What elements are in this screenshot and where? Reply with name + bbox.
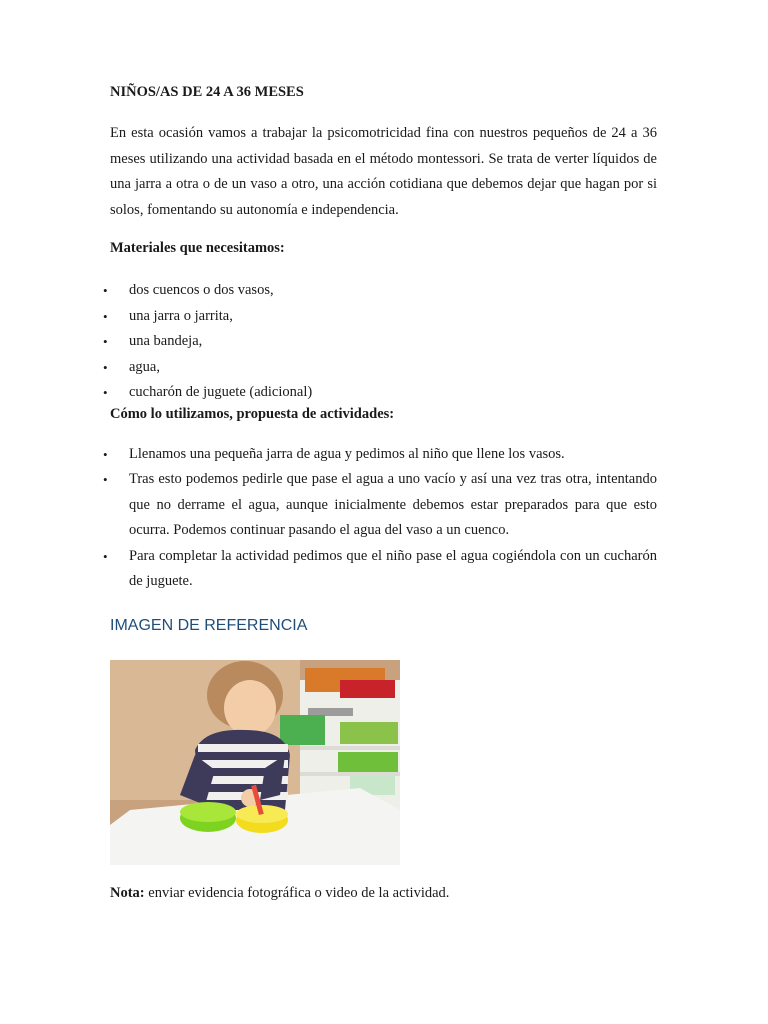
materials-heading: Materiales que necesitamos:: [110, 240, 285, 256]
materials-list: [103, 278, 657, 406]
bullet-icon: •: [103, 283, 108, 298]
note-text: enviar evidencia fotográfica o video de la actividad.: [144, 884, 450, 901]
reference-photo: [110, 660, 400, 865]
list-item: • Llenamos una pequeña jarra de agua y pedimos al niño que llene los vasos.: [110, 442, 657, 468]
list-item: • Tras esto podemos pedirle que pase el agua a uno vacío y así una vez tras otra, intentando que no derrame el agua, aunque inicialmente debemos estar preparados para que esto ocurra. Podemos continuar pasando el agua del vaso a un cuenco.: [110, 467, 657, 544]
activities-heading: Cómo lo utilizamos, propuesta de actividades:: [110, 405, 395, 422]
list-item: • una jarra o jarrita,: [110, 304, 657, 330]
list-item: • dos cuencos o dos vasos,: [110, 278, 657, 304]
list-item: • una bandeja,: [110, 329, 657, 355]
child-pouring-water-illustration: [110, 660, 400, 865]
note-paragraph: [110, 885, 657, 902]
reference-heading: IMAGEN DE REFERENCIA: [110, 616, 308, 634]
document-content: [103, 84, 657, 916]
bullet-icon: •: [103, 446, 108, 462]
note-label: Nota:: [110, 884, 145, 901]
bullet-icon: •: [103, 548, 108, 564]
list-item: • agua,: [110, 355, 657, 381]
list-item: • cucharón de juguete (adicional): [110, 380, 657, 406]
document-title: NIÑOS/AS DE 24 A 36 MESES: [110, 84, 304, 100]
activities-list: [103, 442, 657, 595]
bullet-icon: •: [103, 359, 108, 375]
bullet-icon: •: [103, 472, 108, 487]
list-item: • Para completar la actividad pedimos que el niño pase el agua cogiéndola con un cucharón de juguete.: [110, 544, 657, 595]
intro-paragraph: En esta ocasión vamos a trabajar la psicomotricidad fina con nuestros pequeños de 24 a 36 meses utilizando una actividad basada en el método montessori. Se trata de verter líquidos de una jarra a otra o de un vaso a otro, una acción cotidiana que debemos dejar que hagan por si solos, fomentando su autonomía e independencia.: [110, 125, 657, 218]
bullet-icon: •: [103, 334, 108, 349]
bullet-icon: •: [103, 385, 108, 400]
bullet-icon: •: [103, 308, 108, 324]
